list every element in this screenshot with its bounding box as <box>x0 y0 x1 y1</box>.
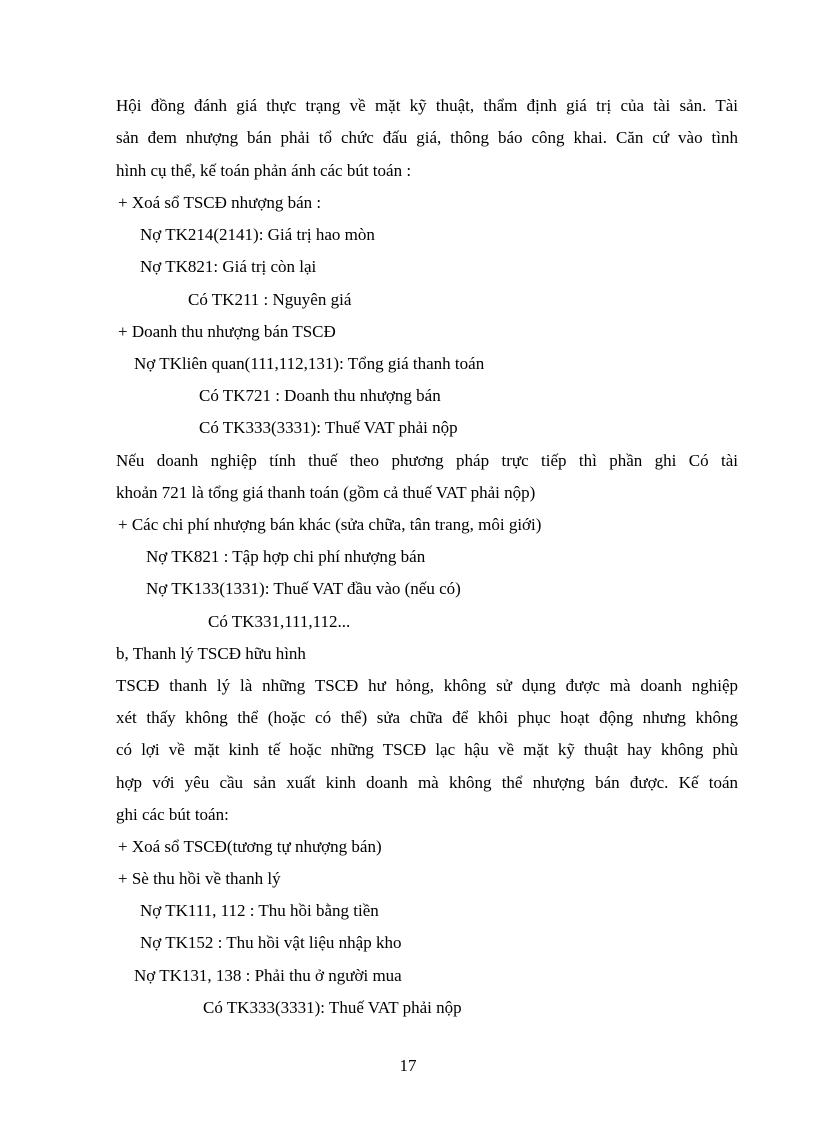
journal-entry-debit: Nợ TK133(1331): Thuế VAT đầu vào (nếu có) <box>146 579 461 598</box>
journal-entry-credit: Có TK333(3331): Thuế VAT phải nộp <box>203 998 462 1017</box>
journal-entry-debit: Nợ TK131, 138 : Phải thu ở người mua <box>134 966 402 985</box>
bullet-item: + Doanh thu nhượng bán TSCĐ <box>118 322 336 341</box>
paragraph-line: xét thấy không thể (hoặc có thể) sửa chữa để khôi phục hoạt động nhưng không <box>116 708 738 727</box>
paragraph-line: TSCĐ thanh lý là những TSCĐ hư hỏng, không sử dụng được mà doanh nghiệp <box>116 676 738 695</box>
paragraph-line: có lợi về mặt kinh tế hoặc những TSCĐ lạc hậu về mặt kỹ thuật hay không phù <box>116 740 738 759</box>
paragraph-line: Hội đồng đánh giá thực trạng về mặt kỹ thuật, thẩm định giá trị của tài sản. Tài <box>116 96 738 115</box>
page-number: 17 <box>399 1056 417 1075</box>
paragraph-line: ghi các bút toán: <box>116 805 229 824</box>
journal-entry-credit: Có TK211 : Nguyên giá <box>188 290 352 309</box>
section-heading: b, Thanh lý TSCĐ hữu hình <box>116 644 306 663</box>
paragraph-line: Nếu doanh nghiệp tính thuế theo phương pháp trực tiếp thì phần ghi Có tài <box>116 451 738 470</box>
journal-entry-debit: Nợ TK821: Giá trị còn lại <box>140 257 317 276</box>
bullet-item: + Xoá sổ TSCĐ(tương tự nhượng bán) <box>118 837 382 856</box>
bullet-item: + Các chi phí nhượng bán khác (sửa chữa, tân trang, môi giới) <box>118 515 542 534</box>
paragraph-line: sản đem nhượng bán phải tổ chức đấu giá, thông báo công khai. Căn cứ vào tình <box>116 128 738 147</box>
journal-entry-debit: Nợ TK111, 112 : Thu hồi bằng tiền <box>140 901 379 920</box>
bullet-item: + Xoá sổ TSCĐ nhượng bán : <box>118 193 322 212</box>
journal-entry-credit: Có TK331,111,112... <box>208 612 351 631</box>
journal-entry-debit: Nợ TK821 : Tập hợp chi phí nhượng bán <box>146 547 426 566</box>
paragraph-line: khoản 721 là tổng giá thanh toán (gồm cả thuế VAT phải nộp) <box>116 483 536 502</box>
journal-entry-debit: Nợ TK152 : Thu hồi vật liệu nhập kho <box>140 933 402 952</box>
bullet-item: + Sè thu hồi về thanh lý <box>118 869 281 888</box>
journal-entry-credit: Có TK721 : Doanh thu nhượng bán <box>199 386 441 405</box>
paragraph-line: hợp với yêu cầu sản xuất kinh doanh mà không thể nhượng bán được. Kế toán <box>116 773 738 792</box>
journal-entry-debit: Nợ TK214(2141): Giá trị hao mòn <box>140 225 375 244</box>
paragraph-line: hình cụ thể, kế toán phản ánh các bút toán : <box>116 161 412 180</box>
journal-entry-debit: Nợ TKliên quan(111,112,131): Tổng giá thanh toán <box>134 354 485 373</box>
journal-entry-credit: Có TK333(3331): Thuế VAT phải nộp <box>199 418 458 437</box>
